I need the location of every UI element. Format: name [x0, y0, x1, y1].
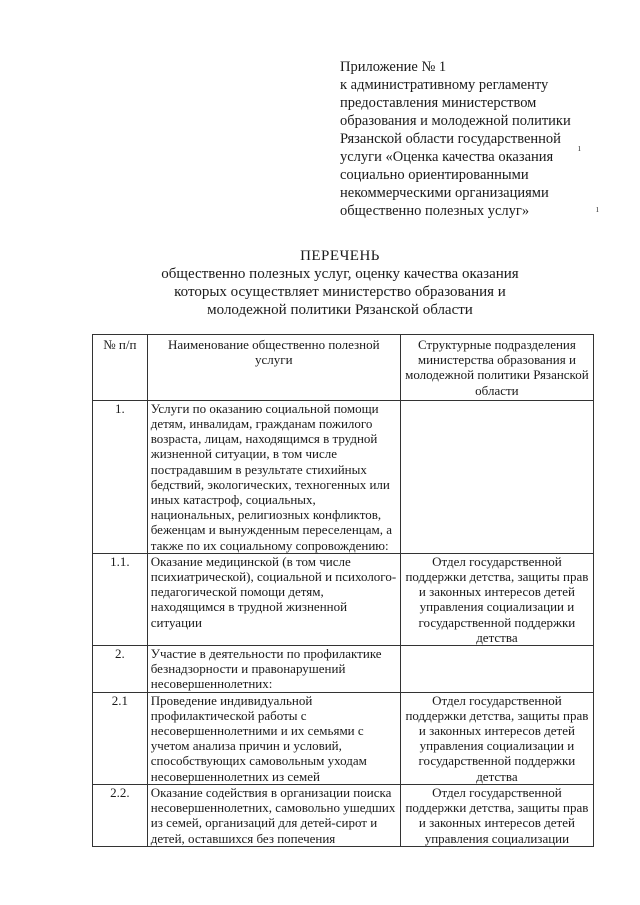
table-row — [93, 646, 594, 693]
row-num: 1.1. — [93, 553, 148, 645]
row-num: 2.1 — [93, 692, 148, 784]
row-service: Услуги по оказанию социальной помощи детям, инвалидам, гражданам пожилого возраста, лицам, находящимся в трудной жизненной ситуации, в том числе пострадавшим в результате стихийных бедствий, экологических, техногенных или иных катастроф, социальных, национальных, религиозных конфликтов, беженцам и вынужденным переселенцам, а также по их социальному сопровождению: — [147, 400, 400, 553]
row-unit: Отдел государственной поддержки детства, защиты прав и законных интересов детей управления социализации и государственной поддержки детства — [400, 553, 593, 645]
table-row — [93, 400, 594, 553]
scan-speck: ı — [578, 143, 581, 154]
annex-line: образования и молодежной политики — [340, 113, 571, 129]
document-title — [90, 247, 590, 319]
row-num: 1. — [93, 400, 148, 553]
row-unit: Отдел государственной поддержки детства, защиты прав и законных интересов детей управления социализации и государственной поддержки детства — [400, 692, 593, 784]
header-name: Наименование общественно полезной услуги — [147, 335, 400, 401]
title-line: которых осуществляет министерство образования и — [174, 284, 506, 300]
row-num: 2.2. — [93, 784, 148, 846]
row-service: Оказание медицинской (в том числе психиатрической), социальной и психолого-педагогической помощи детям, находящимся в трудной жизненной ситуации — [147, 553, 400, 645]
annex-line: общественно полезных услуг» — [340, 203, 530, 219]
row-service: Участие в деятельности по профилактике безнадзорности и правонарушений несовершеннолетних: — [147, 646, 400, 693]
annex-header — [340, 58, 610, 220]
annex-line: Рязанской области государственной — [340, 131, 561, 147]
title-line: молодежной политики Рязанской области — [207, 302, 473, 318]
header-num: № п/п — [93, 335, 148, 401]
table-row — [93, 692, 594, 784]
row-unit — [400, 646, 593, 693]
header-unit: Структурные подразделения министерства образования и молодежной политики Рязанской области — [400, 335, 593, 401]
title-line: общественно полезных услуг, оценку качества оказания — [161, 266, 519, 282]
row-unit — [400, 400, 593, 553]
annex-line: предоставления министерством — [340, 95, 537, 111]
annex-line: социально ориентированными — [340, 167, 529, 183]
row-service: Оказание содействия в организации поиска несовершеннолетних, самовольно ушедших из семей, организаций для детей-сирот и детей, оставшихся без попечения — [147, 784, 400, 846]
scan-speck: ı — [596, 204, 599, 215]
table-row — [93, 784, 594, 846]
row-service: Проведение индивидуальной профилактической работы с несовершеннолетними и их семьями с учетом анализа причин и условий, способствующих самовольным уходам несовершеннолетних из семей — [147, 692, 400, 784]
annex-line: некоммерческими организациями — [340, 185, 549, 201]
annex-line: услуги «Оценка качества оказания — [340, 149, 554, 165]
title-heading: ПЕРЕЧЕНЬ — [300, 248, 380, 264]
table-row — [93, 553, 594, 645]
row-num: 2. — [93, 646, 148, 693]
row-unit: Отдел государственной поддержки детства, защиты прав и законных интересов детей управления социализации — [400, 784, 593, 846]
services-table — [92, 334, 594, 847]
annex-line: Приложение № 1 — [340, 59, 447, 75]
annex-line: к административному регламенту — [340, 77, 549, 93]
table-header-row — [93, 335, 594, 401]
